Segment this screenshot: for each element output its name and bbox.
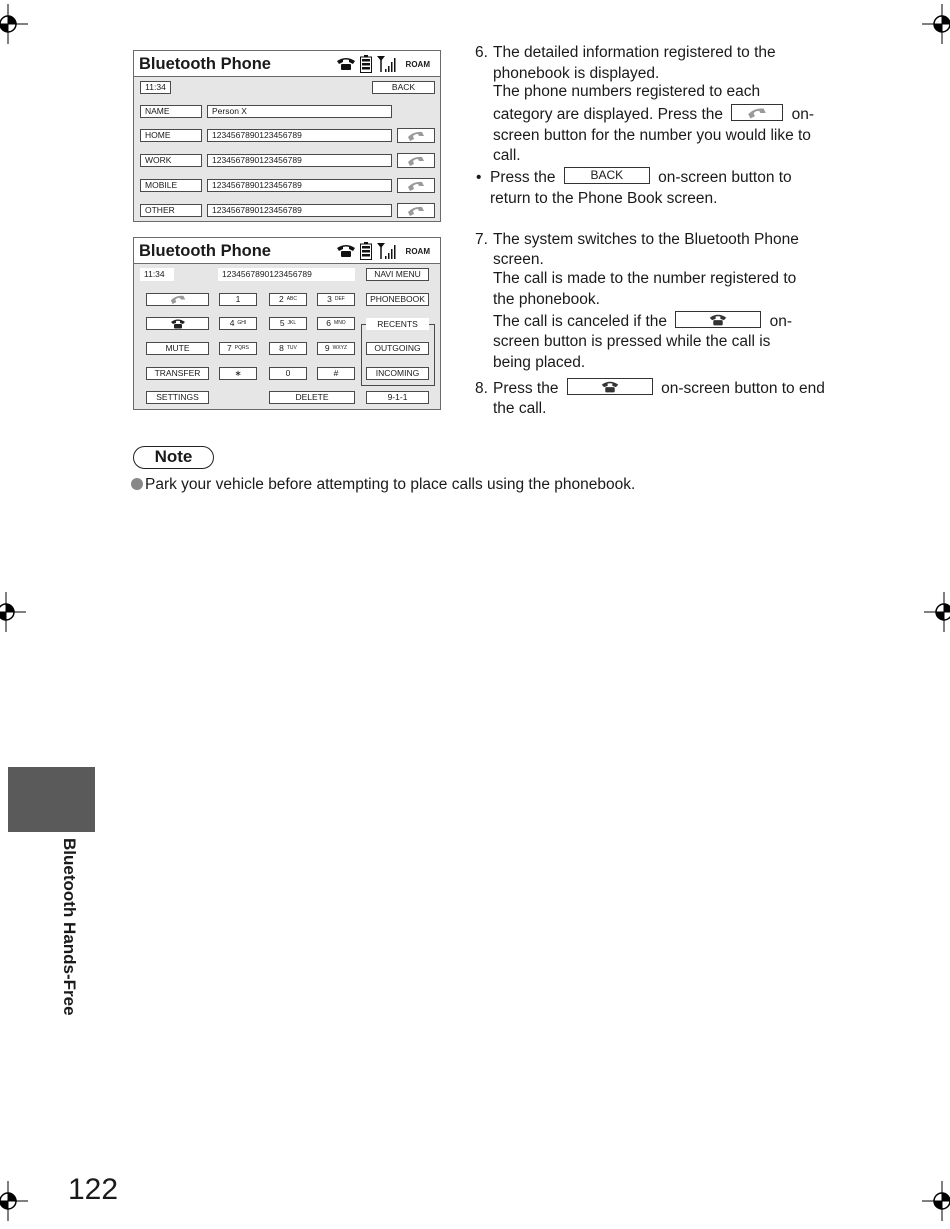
- key-letters: WXYZ: [332, 345, 348, 351]
- chapter-label-text: Bluetooth Hands-Free: [60, 838, 79, 1016]
- inline-call-button: [731, 104, 783, 121]
- end-call-button[interactable]: [146, 317, 209, 330]
- keypad-key-6[interactable]: [317, 317, 355, 330]
- step-6-line-5: screen button for the number you would like to: [493, 127, 811, 144]
- step-7-line-6: screen button is pressed while the call is: [493, 333, 771, 350]
- mute-button[interactable]: MUTE: [146, 342, 209, 355]
- status-icons: [336, 242, 430, 260]
- row-label-home: HOME: [140, 129, 202, 142]
- back-note-line-1: [490, 167, 792, 188]
- call-button-mobile[interactable]: [397, 178, 435, 193]
- keypad-key-2[interactable]: [269, 293, 307, 306]
- step-7-line-3: The call is made to the number registered to: [493, 270, 797, 287]
- transfer-button[interactable]: TRANSFER: [146, 367, 209, 380]
- row-label-work: WORK: [140, 154, 202, 167]
- dialed-number-display: 1234567890123456789: [218, 268, 355, 281]
- status-icons: [336, 55, 430, 73]
- call-button-work[interactable]: [397, 153, 435, 168]
- step-7-line-5-text: The call is canceled if the: [493, 313, 668, 330]
- keypad-key-4[interactable]: [219, 317, 257, 330]
- keypad-key-3[interactable]: [317, 293, 355, 306]
- delete-button[interactable]: DELETE: [269, 391, 355, 404]
- back-note-text: Press the: [490, 169, 556, 186]
- registration-mark-mid-left: [0, 592, 26, 632]
- key-digit: #: [333, 368, 339, 379]
- back-note-line-2: return to the Phone Book screen.: [490, 190, 718, 207]
- step-8-line-2: the call.: [493, 400, 547, 417]
- key-letters: PQRS: [234, 345, 249, 351]
- battery-icon: [360, 242, 372, 260]
- battery-icon: [360, 55, 372, 73]
- chapter-tab: [8, 767, 95, 832]
- keypad-key-hash[interactable]: [317, 367, 355, 380]
- keypad-key-7[interactable]: [219, 342, 257, 355]
- row-label-mobile: MOBILE: [140, 179, 202, 192]
- step-8-line-1: [493, 378, 825, 399]
- step-7-line-2: screen.: [493, 251, 544, 268]
- step-8-line-1-end: on-screen button to end: [661, 380, 825, 397]
- inline-back-button: BACK: [564, 167, 650, 184]
- key-letters: DEF: [334, 296, 345, 302]
- key-digit: 9: [324, 343, 330, 354]
- step-6-line-1: The detailed information registered to the: [493, 44, 776, 61]
- note-text: Park your vehicle before attempting to place calls using the phonebook.: [145, 476, 636, 493]
- clock: 11:34: [140, 268, 174, 281]
- row-number-other: 1234567890123456789: [207, 204, 392, 217]
- screen-title: Bluetooth Phone: [139, 55, 271, 73]
- step-6-line-6: call.: [493, 147, 521, 164]
- key-digit: 3: [327, 294, 332, 305]
- key-letters: ABC: [286, 296, 297, 302]
- key-digit: 1: [235, 294, 241, 305]
- roam-indicator: ROAM: [405, 246, 430, 256]
- key-letters: GHI: [237, 320, 247, 326]
- name-value: Person X: [207, 105, 392, 118]
- note-bullet-icon: [131, 478, 143, 490]
- row-label-other: OTHER: [140, 204, 202, 217]
- handset-icon: [336, 244, 356, 258]
- registration-mark-top-left: [0, 4, 28, 44]
- key-digit: 4: [229, 318, 235, 329]
- key-digit: ∗: [234, 368, 242, 379]
- note-heading: Note: [133, 446, 214, 469]
- hang-up-icon: [600, 380, 620, 393]
- recents-label: RECENTS: [366, 318, 429, 330]
- key-digit: 7: [227, 343, 232, 354]
- step-6-line-2: phonebook is displayed.: [493, 65, 660, 82]
- step-6-line-4: [493, 104, 814, 125]
- roam-indicator: ROAM: [405, 59, 430, 69]
- row-number-mobile: 1234567890123456789: [207, 179, 392, 192]
- key-letters: JKL: [287, 320, 297, 326]
- outgoing-button[interactable]: OUTGOING: [366, 342, 429, 355]
- keypad-key-1[interactable]: [219, 293, 257, 306]
- registration-mark-mid-right: [924, 592, 950, 632]
- call-handset-icon: [746, 106, 768, 120]
- registration-mark-bottom-left: [0, 1181, 28, 1221]
- clock: 11:34: [140, 81, 171, 94]
- call-handset-icon: [406, 130, 426, 142]
- name-label: NAME: [140, 105, 202, 118]
- emergency-911-button[interactable]: 9-1-1: [366, 391, 429, 404]
- step-6-number: 6.: [475, 44, 488, 61]
- navi-menu-button[interactable]: NAVI MENU: [366, 268, 429, 281]
- handset-icon: [336, 57, 356, 71]
- call-button-home[interactable]: [397, 128, 435, 143]
- step-8-line-1-text: Press the: [493, 380, 559, 397]
- step-6-line-4-end: on-: [791, 106, 815, 123]
- incoming-button[interactable]: INCOMING: [366, 367, 429, 380]
- bullet-dot: •: [476, 169, 482, 186]
- keypad-key-9[interactable]: [317, 342, 355, 355]
- chapter-label: [57, 838, 79, 1048]
- back-button[interactable]: BACK: [372, 81, 435, 94]
- signal-icon: [376, 242, 396, 260]
- key-digit: 8: [279, 343, 284, 354]
- key-digit: 5: [279, 318, 285, 329]
- step-6-line-4-text: category are displayed. Press the: [493, 106, 724, 123]
- key-digit: 6: [326, 318, 332, 329]
- key-letters: TUV: [286, 345, 297, 351]
- key-digit: 0: [285, 368, 291, 379]
- hang-up-icon: [708, 313, 728, 326]
- call-handset-icon: [406, 155, 426, 167]
- call-handset-icon: [169, 294, 187, 305]
- step-6-line-3: The phone numbers registered to each: [493, 83, 761, 100]
- back-note-end: on-screen button to: [658, 169, 792, 186]
- step-7-line-1: The system switches to the Bluetooth Phone: [493, 231, 799, 248]
- page-number: 122: [68, 1173, 119, 1206]
- settings-button[interactable]: SETTINGS: [146, 391, 209, 404]
- call-button-other[interactable]: [397, 203, 435, 218]
- keypad-key-5[interactable]: [269, 317, 307, 330]
- step-7-line-5-end: on-: [769, 313, 793, 330]
- signal-icon: [376, 55, 396, 73]
- phonebook-button[interactable]: PHONEBOOK: [366, 293, 429, 306]
- keypad-key-star[interactable]: [219, 367, 257, 380]
- hang-up-icon: [170, 318, 186, 329]
- key-letters: MNO: [334, 320, 346, 326]
- call-handset-icon: [406, 180, 426, 192]
- call-handset-icon: [406, 205, 426, 217]
- call-button[interactable]: [146, 293, 209, 306]
- row-number-work: 1234567890123456789: [207, 154, 392, 167]
- bluetooth-phone-dialer-screen: [133, 237, 441, 410]
- step-8-number: 8.: [475, 380, 488, 397]
- step-7-line-4: the phonebook.: [493, 291, 600, 308]
- registration-mark-top-right: [922, 4, 950, 44]
- screen-title: Bluetooth Phone: [139, 242, 271, 260]
- step-7-line-5: [493, 311, 792, 332]
- keypad-key-0[interactable]: [269, 367, 307, 380]
- keypad-key-8[interactable]: [269, 342, 307, 355]
- step-7-number: 7.: [475, 231, 488, 248]
- registration-mark-bottom-right: [922, 1181, 950, 1221]
- step-7-line-7: being placed.: [493, 354, 586, 371]
- screen-title-bar: [134, 238, 440, 264]
- row-number-home: 1234567890123456789: [207, 129, 392, 142]
- inline-end-call-button: [675, 311, 761, 328]
- phonebook-detail-screen: [133, 50, 441, 222]
- note-item: [131, 474, 635, 495]
- inline-end-call-button: [567, 378, 653, 395]
- key-digit: 2: [278, 294, 284, 305]
- screen-title-bar: [134, 51, 440, 77]
